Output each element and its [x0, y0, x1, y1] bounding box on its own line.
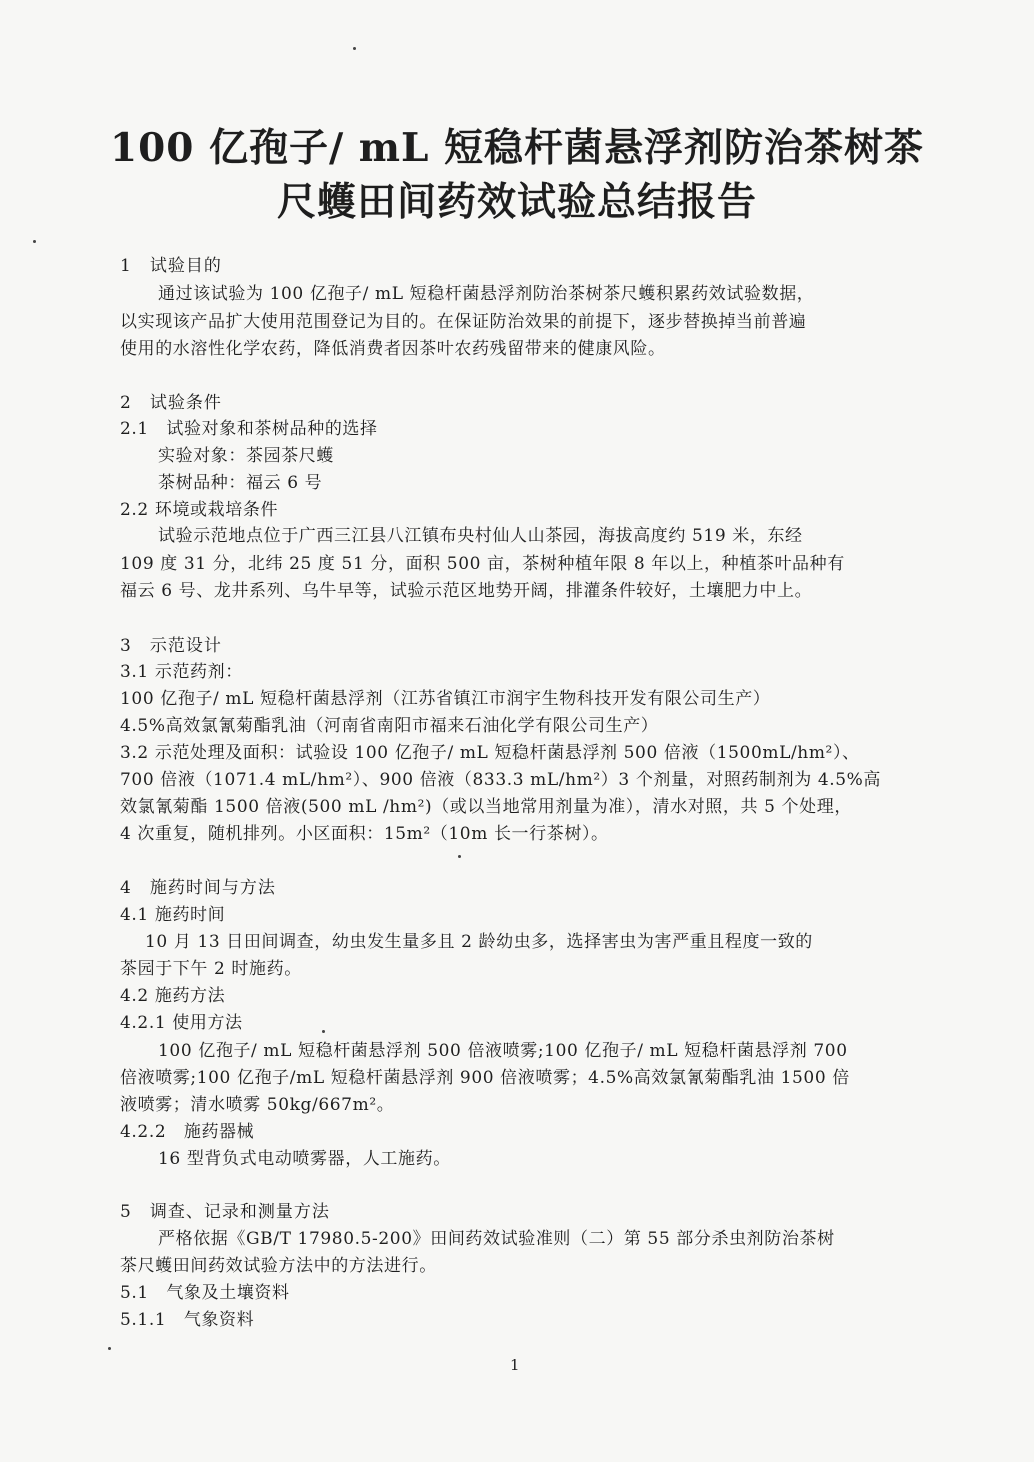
title-line-1: 100 亿孢子/ mL 短稳杆菌悬浮剂防治茶树茶: [109, 125, 925, 171]
section-1-text-1: 通过该试验为 100 亿孢子/ mL 短稳杆菌悬浮剂防治茶树茶尺蠖积累药效试验数据，: [158, 284, 815, 304]
agent-1: 100 亿孢子/ mL 短稳杆菌悬浮剂（江苏省镇江市润宇生物科技开发有限公司生产）: [120, 689, 771, 709]
test-target: 实验对象：茶园茶尺蠖: [158, 446, 334, 466]
section-1-text-2: 以实现该产品扩大使用范围登记为目的。在保证防治效果的前提下，逐步替换掉当前普遍: [120, 312, 807, 332]
page-number: 1: [510, 1356, 520, 1374]
section-1-heading: 1 试验目的: [120, 256, 222, 276]
section-3-2-text-1: 3.2 示范处理及面积：试验设 100 亿孢子/ mL 短稳杆菌悬浮剂 500 倍液（1500mL/hm²）、: [120, 743, 860, 763]
section-4-1-heading: 4.1 施药时间: [120, 905, 226, 925]
section-2-2-text-3: 福云 6 号、龙井系列、乌牛早等，试验示范区地势开阔，排灌条件较好，土壤肥力中上。: [120, 581, 813, 601]
section-4-1-text-1: 10 月 13 日田间调查，幼虫发生量多且 2 龄幼虫多，选择害虫为害严重且程度一致的: [145, 932, 813, 952]
section-5-text-1: 严格依据《GB/T 17980.5-200》田间药效试验准则（二）第 55 部分杀虫剂防治茶树: [158, 1229, 835, 1249]
section-3-2-text-2: 700 倍液（1071.4 mL/hm²）、900 倍液（833.3 mL/hm²）3 个剂量，对照药制剂为 4.5%高: [120, 770, 882, 790]
section-2-heading: 2 试验条件: [120, 393, 222, 413]
section-4-heading: 4 施药时间与方法: [120, 878, 276, 898]
section-2-2-text-2: 109 度 31 分，北纬 25 度 51 分，面积 500 亩，茶树种植年限 8 年以上，种植茶叶品种有: [120, 554, 845, 574]
section-4-2-2-heading: 4.2.2 施药器械: [120, 1122, 255, 1142]
section-3-2-text-3: 效氯氰菊酯 1500 倍液(500 mL /hm²)（或以当地常用剂量为准），清水对照，共 5 个处理，: [120, 797, 852, 817]
section-4-2-heading: 4.2 施药方法: [120, 986, 226, 1006]
scan-speck: [108, 1347, 111, 1350]
scan-speck: [353, 47, 356, 50]
usage-text-1: 100 亿孢子/ mL 短稳杆菌悬浮剂 500 倍液喷雾;100 亿孢子/ mL 短稳杆菌悬浮剂 700: [158, 1041, 848, 1061]
section-5-heading: 5 调查、记录和测量方法: [120, 1202, 330, 1222]
section-1-text-3: 使用的水溶性化学农药，降低消费者因茶叶农药残留带来的健康风险。: [120, 339, 666, 359]
section-3-1-heading: 3.1 示范药剂：: [120, 662, 243, 682]
equipment-text: 16 型背负式电动喷雾器，人工施药。: [158, 1149, 451, 1169]
scan-speck: [458, 855, 461, 858]
title-line-2: 尺蠖田间药效试验总结报告: [276, 179, 757, 225]
section-5-text-2: 茶尺蠖田间药效试验方法中的方法进行。: [120, 1256, 437, 1276]
section-4-1-text-2: 茶园于下午 2 时施药。: [120, 959, 302, 979]
tea-variety: 茶树品种：福云 6 号: [158, 473, 323, 493]
section-3-heading: 3 示范设计: [120, 636, 222, 656]
scan-speck: [33, 240, 36, 243]
section-5-1-heading: 5.1 气象及土壤资料: [120, 1283, 290, 1303]
section-2-2-heading: 2.2 环境或栽培条件: [120, 500, 279, 520]
scan-speck: [322, 1030, 325, 1033]
usage-text-3: 液喷雾；清水喷雾 50kg/667m²。: [120, 1095, 395, 1115]
agent-2: 4.5%高效氯氰菊酯乳油（河南省南阳市福来石油化学有限公司生产）: [120, 716, 659, 736]
section-5-1-1-heading: 5.1.1 气象资料: [120, 1310, 255, 1330]
usage-text-2: 倍液喷雾;100 亿孢子/mL 短稳杆菌悬浮剂 900 倍液喷雾；4.5%高效氯氰菊酯乳油 1500 倍: [120, 1068, 850, 1088]
section-4-2-1-heading: 4.2.1 使用方法: [120, 1013, 243, 1033]
section-3-2-text-4: 4 次重复，随机排列。小区面积：15m²（10m 长一行茶树）。: [120, 824, 609, 844]
section-2-2-text-1: 试验示范地点位于广西三江县八江镇布央村仙人山茶园，海拔高度约 519 米，东经: [158, 526, 803, 546]
section-2-1-heading: 2.1 试验对象和茶树品种的选择: [120, 419, 378, 439]
